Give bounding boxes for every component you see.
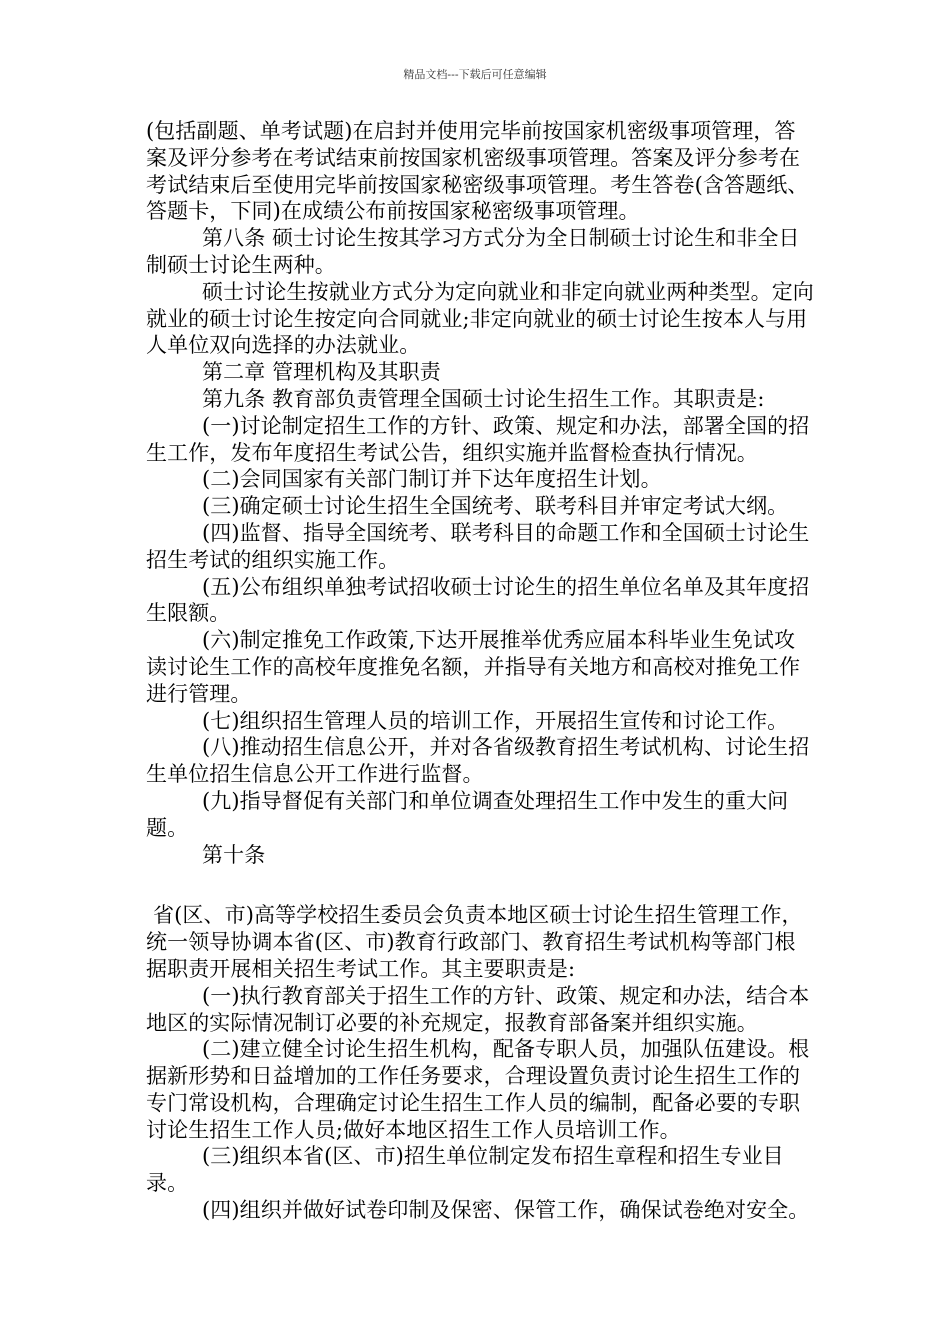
article-9-item-7: (七)组织招生管理人员的培训工作，开展招生宣传和讨论工作。 (202, 708, 789, 733)
article-10-item-2: (二)建立健全讨论生招生机构，配备专职人员，加强队伍建设。根据新形势和日益增加的工作任务要求，合理设置负责讨论生招生工作的专门常设机构，合理确定讨论生招生工作人员的编制，配备必要的专职讨论生招生工作人员;做好本地区招生工作人员培训工作。 (146, 1037, 810, 1142)
article-9-item-9: (九)指导督促有关部门和单位调查处理招生工作中发生的重大问题。 (146, 788, 789, 840)
article-9-item-8: (八)推动招生信息公开，并对各省级教育招生考试机构、讨论生招生单位招生信息公开工作进行监督。 (146, 735, 810, 787)
paragraph-employment-type: 硕士讨论生按就业方式分为定向就业和非定向就业两种类型。定向就业的硕士讨论生按定向合同就业;非定向就业的硕士讨论生按本人与用人单位双向选择的办法就业。 (146, 279, 814, 358)
article-8: 第八条 硕士讨论生按其学习方式分为全日制硕士讨论生和非全日制硕士讨论生两种。 (146, 226, 800, 277)
article-10-heading: 第十条 (202, 842, 266, 867)
article-10-item-1: (一)执行教育部关于招生工作的方针、政策、规定和办法，结合本地区的实际情况制订必要的补充规定，报教育部备案并组织实施。 (146, 983, 810, 1035)
chapter-2-heading: 第二章 管理机构及其职责 (202, 360, 441, 385)
article-10-item-3: (三)组织本省(区、市)招生单位制定发布招生章程和招生专业目录。 (146, 1144, 784, 1196)
article-9-item-5: (五)公布组织单独考试招收硕士讨论生的招生单位名单及其年度招生限额。 (146, 574, 810, 626)
article-10-item-4: (四)组织并做好试卷印制及保密、保管工作，确保试卷绝对安全。 (202, 1198, 810, 1223)
paragraph-exam-secrecy: (包括副题、单考试题)在启封并使用完毕前按国家机密级事项管理，答案及评分参考在考试结束前按国家机密级事项管理。答案及评分参考在考试结束后至使用完毕前按国家秘密级事项管理。考生答卷(含答题纸、答题卡，下同)在成绩公布前按国家秘密级事项管理。 (146, 119, 809, 224)
article-10-body: 省(区、市)高等学校招生委员会负责本地区硕士讨论生招生管理工作，统一领导协调本省(区、市)教育行政部门、教育招生考试机构等部门根据职责开展相关招生考试工作。其主要职责是: (146, 903, 803, 981)
article-9-item-1: (一)讨论制定招生工作的方针、政策、规定和办法，部署全国的招生工作，发布年度招生考试公告，组织实施并监督检查执行情况。 (146, 413, 810, 465)
article-9: 第九条 教育部负责管理全国硕士讨论生招生工作。其职责是: (202, 386, 765, 411)
article-9-item-3: (三)确定硕士讨论生招生全国统考、联考科目并审定考试大纲。 (202, 494, 789, 519)
page-header: 精品文档---下载后可任意编辑 (403, 68, 547, 81)
document-body (146, 118, 816, 1224)
article-9-item-6: (六)制定推免工作政策,下达开展推举优秀应届本科毕业生免试攻读讨论生工作的高校年度推免名额，并指导有关地方和高校对推免工作进行管理。 (146, 628, 801, 706)
article-9-item-2: (二)会同国家有关部门制订并下达年度招生计划。 (202, 467, 662, 492)
article-9-item-4: (四)监督、指导全国统考、联考科目的命题工作和全国硕士讨论生招生考试的组织实施工作。 (146, 520, 810, 572)
